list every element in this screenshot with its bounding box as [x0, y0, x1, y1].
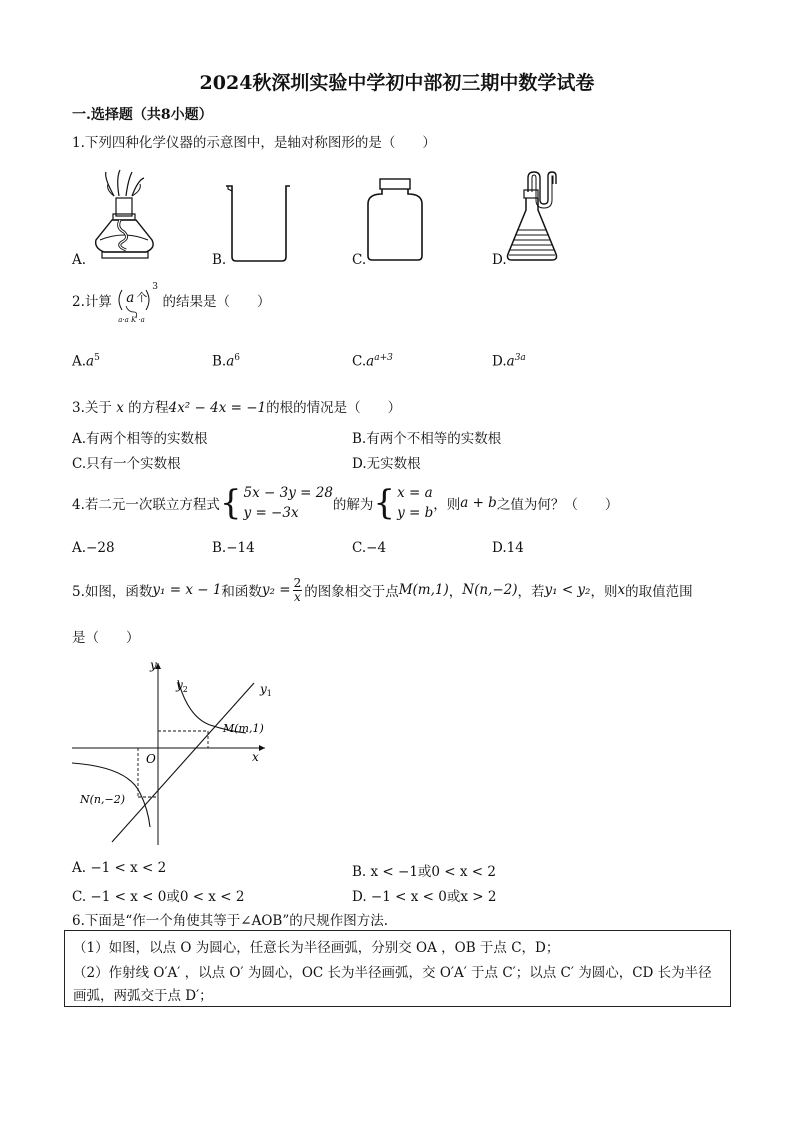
line-y1 — [112, 683, 254, 842]
x-axis-label: x — [252, 750, 259, 764]
q2-prefix: 2.计算 — [72, 294, 112, 310]
q4-option-c: C.−4 — [352, 540, 387, 556]
q2-stem — [72, 282, 271, 332]
q6-stem: 6.下面是“作一个角使其等于∠AOB”的尺规作图方法. — [72, 913, 389, 929]
q6-step-2b: 画弧，两弧交于点 D′； — [73, 988, 213, 1004]
q5-fraction: $\frac{2}{x}$ — [293, 575, 302, 604]
q5-option-c: C. −1 < x < 0或0 < x < 2 — [72, 889, 245, 905]
q2-option-a: $A.a^5$ — [72, 353, 100, 370]
q3-stem: 3.关于 x 的方程4x² − 4x = −1的根的情况是（ ） — [72, 400, 402, 416]
q2-option-b: $B.a^6$ — [212, 353, 241, 370]
q3-option-d: D.无实数根 — [352, 456, 421, 472]
origin-label: O — [146, 752, 156, 766]
q4-option-b: B.−14 — [212, 540, 255, 556]
q1-option-a: A. — [72, 252, 87, 268]
q6-step-2a: （2）作射线 O′A′ ，以点 O′ 为圆心，OC 长为半径画弧，交 O′A′ 于点 C′；以点 C′ 为圆心，CD 长为半径 — [73, 965, 712, 981]
function-graph — [70, 655, 270, 850]
q2-base: a — [126, 290, 135, 306]
q2-caret: 个 — [136, 291, 148, 304]
q2-power-expression — [116, 282, 158, 324]
point-m-label: M(m,1) — [223, 722, 264, 735]
q3-equation: 4x² − 4x = −1 — [168, 400, 267, 416]
q5-stem: 5.如图，函数 y₁ = x − 1 和函数 y₂ = $\frac{2}{x}$ 的图象相交于点 M(m,1) ， N(n,−2) ，若 y₁ < y₂ ，则 x 的取值范围 — [72, 575, 693, 604]
section-heading: 一.选择题（共8小题） — [72, 107, 213, 123]
q4-option-d: D.14 — [492, 540, 524, 556]
q3-option-b: B.有两个不相等的实数根 — [352, 431, 502, 447]
q5-option-d: D. −1 < x < 0或x > 2 — [352, 889, 497, 905]
y-axis-label: y — [150, 658, 157, 672]
alcohol-lamp-icon — [86, 168, 166, 263]
q3-option-a: A.有两个相等的实数根 — [72, 431, 208, 447]
q4-stem: 4.若二元一次联立方程式 { 5x − 3y = 28 y = −3x 的解为 { x = a y = b ，则 a + b 之值为何？（ ） — [72, 483, 619, 523]
q2-option-c: $C.a^{a+3}$ — [352, 353, 393, 370]
q2-under-label: a·a K ·a — [118, 316, 145, 324]
q1-stem: 1.下列四种化学仪器的示意图中，是轴对称图形的是（ ） — [72, 135, 436, 151]
flask-icon — [504, 170, 566, 264]
page-title: 2024秋深圳实验中学初中部初三期中数学试卷 — [199, 72, 595, 94]
q4-option-a: A.−28 — [72, 540, 115, 556]
q1-option-c: C. — [352, 252, 367, 268]
point-n-label: N(n,−2) — [80, 793, 126, 806]
q4-system-2: { x = a y = b — [373, 483, 434, 523]
q5-option-a: A. −1 < x < 2 — [72, 860, 167, 876]
q6-step-1: （1）如图，以点 O 为圆心，任意长为半径画弧，分别交 OA ，OB 于点 C，D； — [73, 940, 560, 956]
line-label-y1: $y_1$ — [260, 682, 272, 698]
q1-option-d: D. — [492, 252, 507, 268]
q5-option-b: B. x < −1或0 < x < 2 — [352, 864, 496, 880]
q1-option-b: B. — [212, 252, 227, 268]
reagent-bottle-icon — [362, 176, 428, 264]
curve-label-y2: $y_2$ — [176, 678, 188, 694]
q2-suffix: 的结果是（ ） — [162, 294, 271, 310]
q3-option-c: C.只有一个实数根 — [72, 456, 181, 472]
q2-exponent: 3 — [152, 282, 158, 292]
q5-stem-line-2: 是（ ） — [72, 630, 140, 646]
q2-option-d: $D.a^{3a}$ — [492, 353, 526, 370]
q6-method-box — [64, 930, 731, 1007]
q4-system-1: { 5x − 3y = 28 y = −3x — [219, 483, 333, 523]
beaker-icon — [224, 183, 294, 263]
